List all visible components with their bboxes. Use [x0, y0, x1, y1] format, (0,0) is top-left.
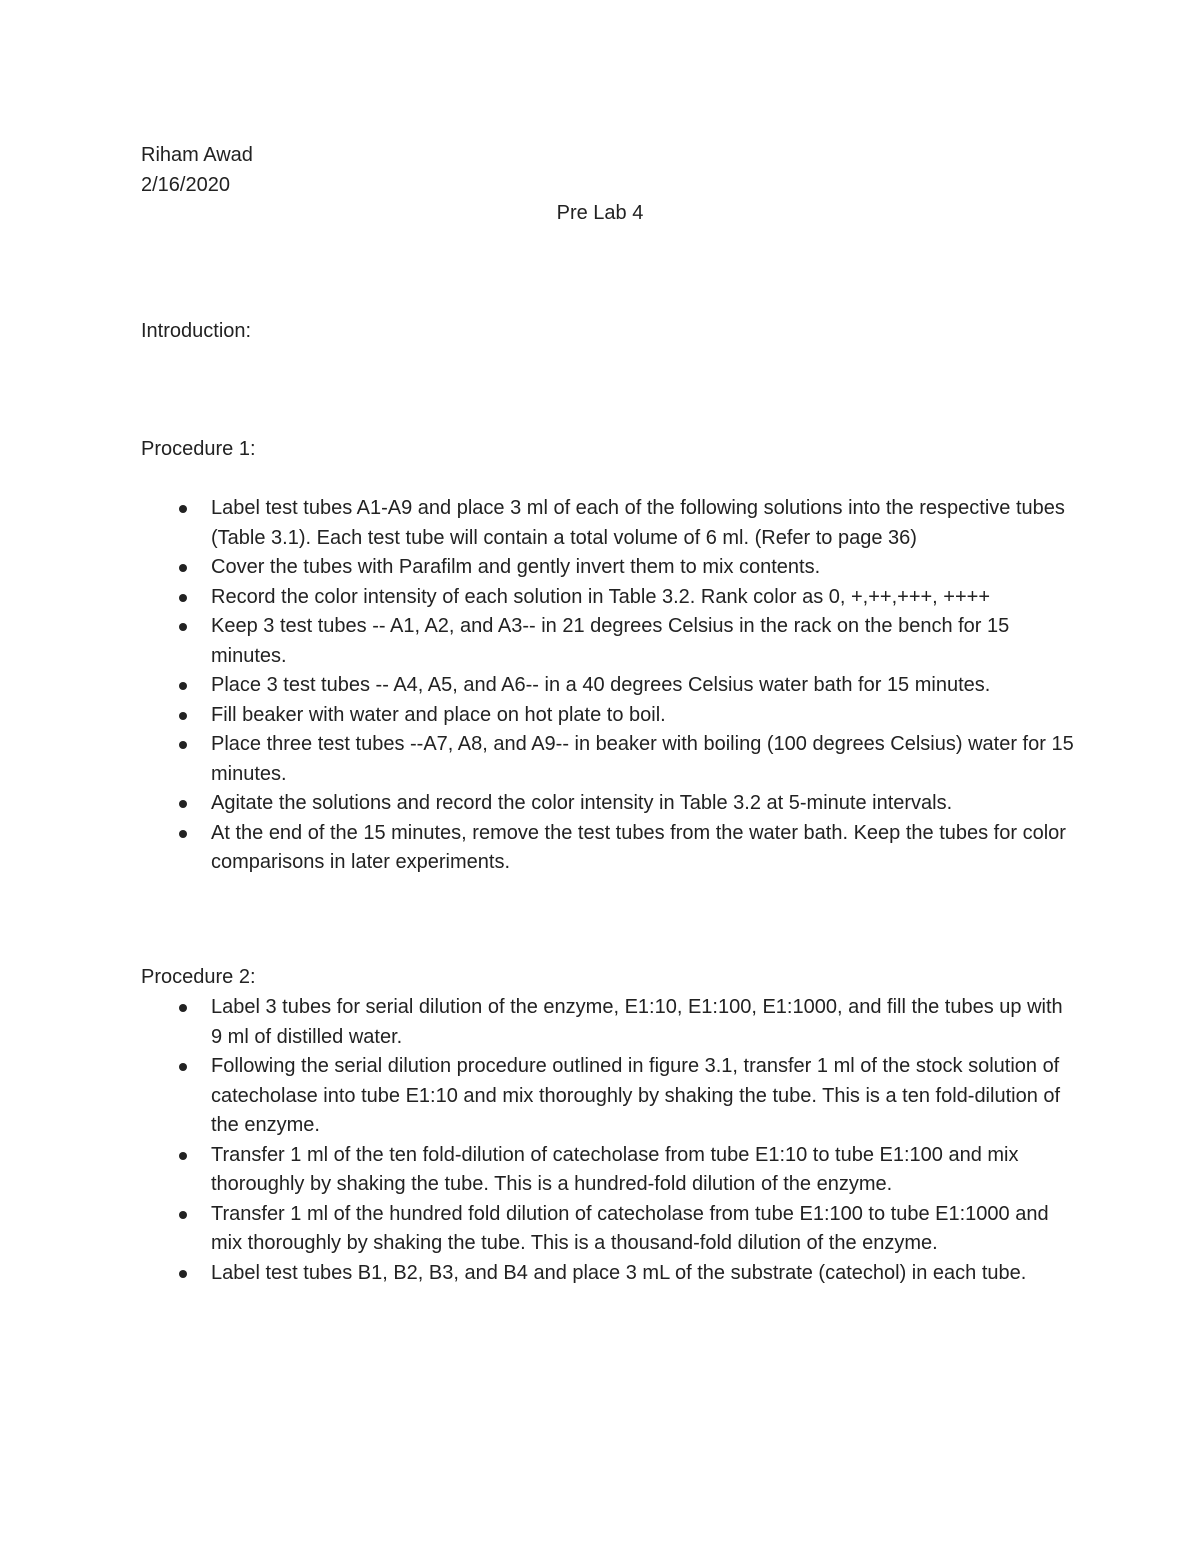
list-item-text: Keep 3 test tubes -- A1, A2, and A3-- in 21 degrees Celsius in the rack on the bench for 15 minutes.	[211, 615, 1010, 667]
list-item	[176, 553, 1076, 583]
list-item	[176, 789, 1076, 819]
bullet-icon	[179, 712, 187, 720]
list-item	[176, 1052, 1076, 1141]
list-item-text: Place 3 test tubes -- A4, A5, and A6-- in a 40 degrees Celsius water bath for 15 minutes.	[211, 674, 991, 696]
list-item-text: Record the color intensity of each solution in Table 3.2. Rank color as 0, +,++,+++, ++++	[211, 585, 991, 608]
list-item	[176, 494, 1076, 553]
bullet-icon	[179, 682, 187, 690]
list-item	[176, 730, 1076, 789]
list-item	[176, 701, 1076, 731]
procedure-1-list	[176, 494, 1076, 878]
bullet-icon	[179, 830, 187, 838]
list-item	[176, 1141, 1076, 1200]
document-date: 2/16/2020	[141, 174, 230, 196]
procedure-2-list	[176, 993, 1076, 1288]
list-item-text: Following the serial dilution procedure outlined in figure 3.1, transfer 1 ml of the stock solution of catecholase into tube E1:10 and mix thoroughly by shaking the tube. This is a ten fold-dilution of the enzyme.	[211, 1055, 1061, 1136]
list-item-text: Fill beaker with water and place on hot plate to boil.	[211, 703, 666, 726]
bullet-icon	[179, 1211, 187, 1219]
list-item	[176, 1200, 1076, 1259]
list-item-text: Transfer 1 ml of the ten fold-dilution of catecholase from tube E1:10 to tube E1:100 and mix thoroughly by shaking the tube. This is a hundred-fold dilution of the enzyme.	[211, 1143, 1019, 1195]
bullet-icon	[179, 1270, 187, 1278]
list-item-text: Agitate the solutions and record the color intensity in Table 3.2 at 5-minute intervals.	[211, 792, 953, 814]
list-item-text: Label test tubes A1-A9 and place 3 ml of each of the following solutions into the respective tubes (Table 3.1). Each test tube will contain a total volume of 6 ml. (Refer to page 36)	[211, 497, 1065, 549]
bullet-icon	[179, 1004, 187, 1012]
list-item	[176, 671, 1076, 701]
list-item-text: Label test tubes B1, B2, B3, and B4 and place 3 mL of the substrate (catechol) in each tube.	[211, 1261, 1027, 1284]
introduction-heading: Introduction:	[141, 320, 252, 342]
bullet-icon	[179, 741, 187, 749]
author-name: Riham Awad	[141, 144, 253, 166]
procedure-1-heading: Procedure 1:	[141, 438, 256, 460]
bullet-icon	[179, 1063, 187, 1071]
list-item	[176, 1259, 1076, 1289]
list-item	[176, 819, 1076, 878]
bullet-icon	[179, 800, 187, 808]
document-title: Pre Lab 4	[556, 202, 644, 224]
bullet-icon	[179, 623, 187, 631]
list-item	[176, 993, 1076, 1052]
bullet-icon	[179, 564, 187, 572]
list-item	[176, 612, 1076, 671]
list-item-text: Cover the tubes with Parafilm and gently invert them to mix contents.	[211, 556, 821, 578]
bullet-icon	[179, 505, 187, 513]
list-item-text: Place three test tubes --A7, A8, and A9-- in beaker with boiling (100 degrees Celsius) water for 15 minutes.	[211, 733, 1074, 785]
list-item	[176, 583, 1076, 613]
list-item-text: At the end of the 15 minutes, remove the test tubes from the water bath. Keep the tubes for color comparisons in later experiments.	[211, 821, 1066, 873]
list-item-text: Label 3 tubes for serial dilution of the enzyme, E1:10, E1:100, E1:1000, and fill the tubes up with 9 ml of distilled water.	[211, 996, 1063, 1048]
procedure-2-heading: Procedure 2:	[141, 966, 256, 988]
list-item-text: Transfer 1 ml of the hundred fold dilution of catecholase from tube E1:100 to tube E1:1000 and mix thoroughly by shaking the tube. This is a thousand-fold dilution of the enzyme.	[211, 1202, 1049, 1254]
bullet-icon	[179, 594, 187, 602]
bullet-icon	[179, 1152, 187, 1160]
